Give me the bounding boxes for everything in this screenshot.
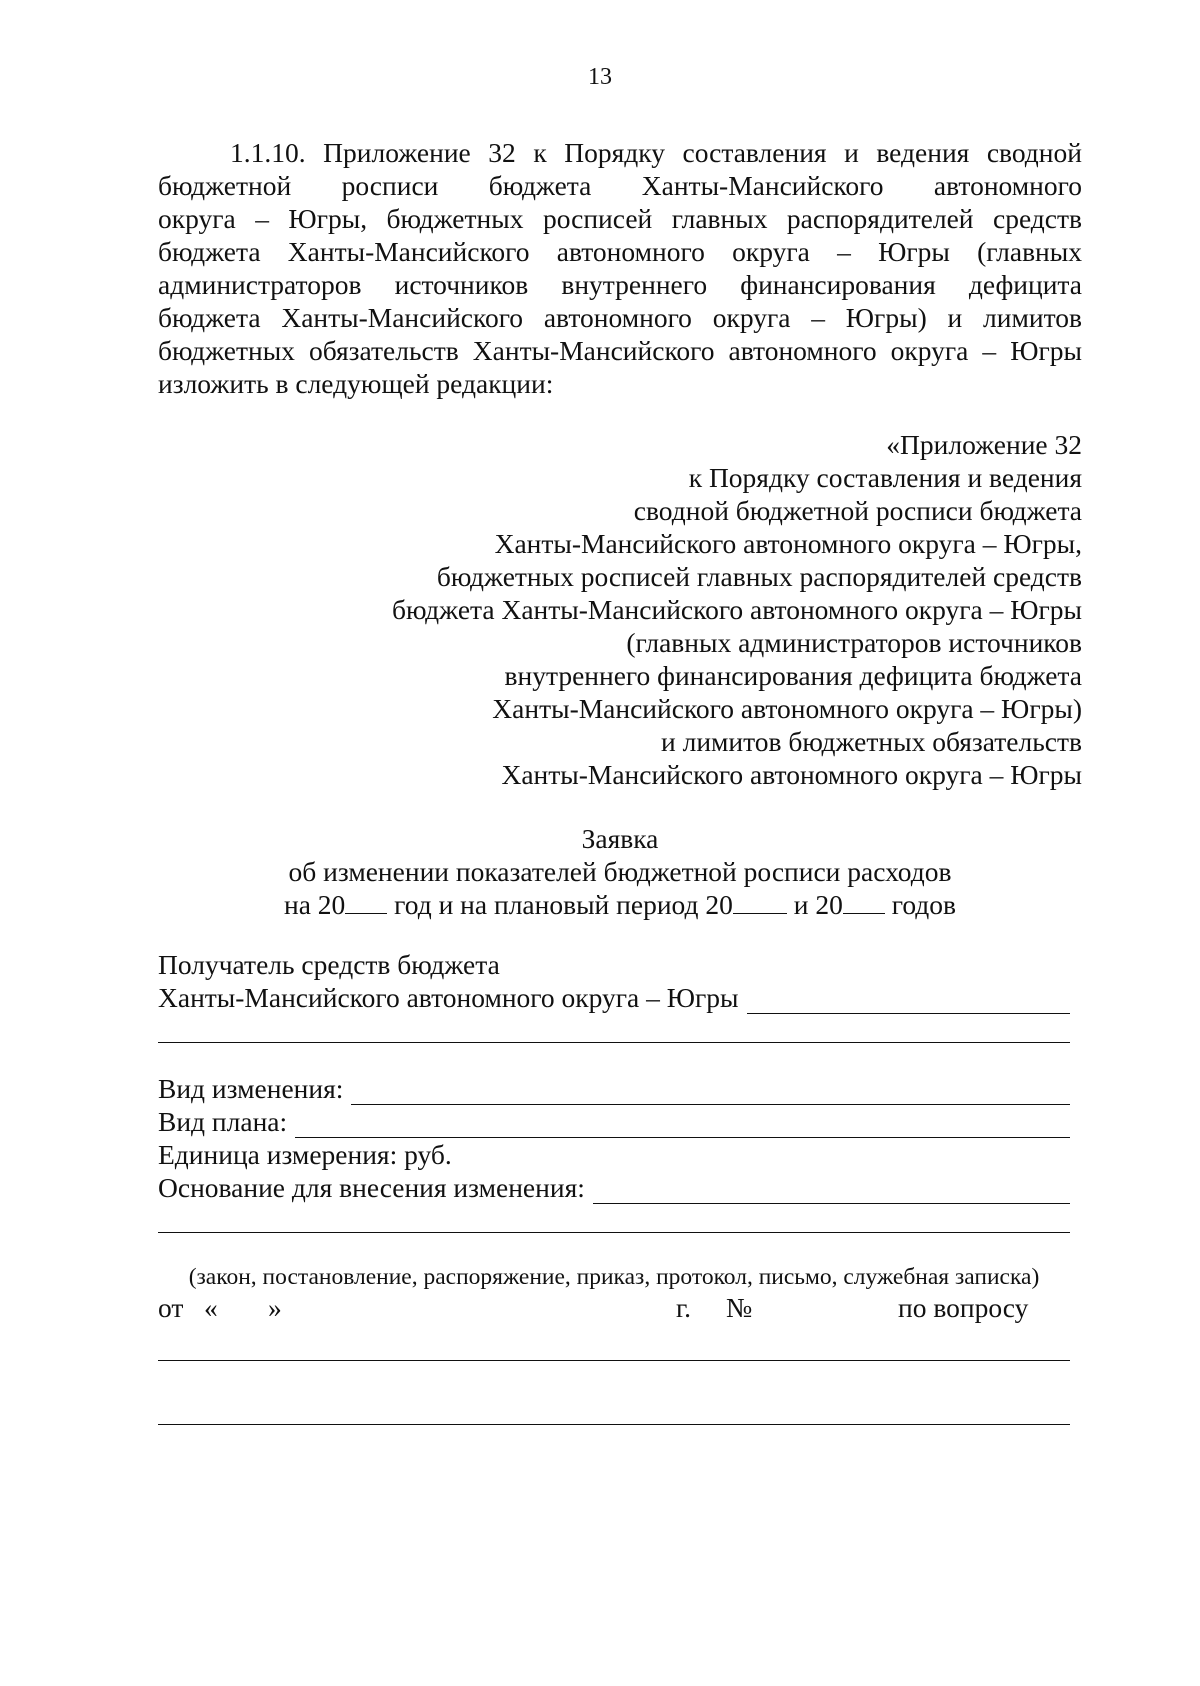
title-heading: Заявка	[581, 823, 659, 854]
date-row	[158, 1292, 1070, 1328]
intro-line: округа – Югры, бюджетных росписей главных распорядителей средств	[158, 203, 1082, 234]
basis-field[interactable]	[593, 1179, 1070, 1204]
question-label: по вопросу	[898, 1292, 1029, 1323]
document-title	[158, 822, 1082, 921]
basis-hint: (закон, постановление, распоряжение, приказ, протокол, письмо, служебная записка)	[188, 1264, 1040, 1290]
page-number: 13	[588, 64, 612, 90]
recipient-extra-row	[158, 1042, 1070, 1072]
period-middle: год и на плановый период 20	[394, 889, 733, 920]
intro-line: 1.1.10. Приложение 32 к Порядку составления и ведения сводной	[230, 137, 1082, 168]
basis-row	[158, 1171, 1070, 1204]
appendix-line: и лимитов бюджетных обязательств	[661, 726, 1082, 757]
plan-type-row	[158, 1105, 1070, 1138]
plan-year-1-blank[interactable]	[733, 889, 787, 914]
question-line-1[interactable]	[158, 1360, 1070, 1361]
appendix-line: внутреннего финансирования дефицита бюджета	[504, 660, 1082, 691]
number-label: №	[726, 1292, 753, 1323]
intro-line: бюджета Ханты-Мансийского автономного округа – Югры (главных	[158, 236, 1082, 267]
appendix-line: Ханты-Мансийского автономного округа – Югры,	[494, 528, 1082, 559]
appendix-line: сводной бюджетной росписи бюджета	[633, 495, 1082, 526]
recipient-extra-line[interactable]	[158, 1042, 1070, 1043]
recipient-field[interactable]	[747, 989, 1070, 1014]
intro-line: бюджетной росписи бюджета Ханты-Мансийского автономного	[158, 170, 1082, 201]
basis-extra-line[interactable]	[158, 1232, 1070, 1233]
basis-label: Основание для внесения изменения:	[158, 1172, 585, 1203]
period-prefix: на 20	[283, 889, 346, 920]
basis-extra-row	[158, 1232, 1070, 1262]
change-type-label: Вид изменения:	[158, 1073, 344, 1104]
request-form	[158, 948, 1070, 1458]
recipient-row-2	[158, 981, 1070, 1014]
question-line-2[interactable]	[158, 1424, 1070, 1425]
intro-paragraph	[158, 136, 1082, 400]
from-label: от	[158, 1292, 184, 1323]
recipient-row-1	[158, 948, 1070, 981]
quote-open: «	[204, 1292, 218, 1323]
title-subtitle: об изменении показателей бюджетной росписи расходов	[288, 856, 952, 887]
year-label: г.	[676, 1292, 692, 1323]
recipient-label-2: Ханты-Мансийского автономного округа – Югры	[158, 982, 739, 1013]
question-line-row-1	[158, 1360, 1070, 1394]
plan-type-label: Вид плана:	[158, 1106, 288, 1137]
unit-label: Единица измерения: руб.	[158, 1139, 452, 1170]
appendix-line: бюджета Ханты-Мансийского автономного округа – Югры	[392, 594, 1082, 625]
appendix-line: (главных администраторов источников	[626, 627, 1082, 658]
appendix-line: к Порядку составления и ведения	[688, 462, 1082, 493]
period-and: и 20	[793, 889, 843, 920]
change-type-field[interactable]	[351, 1080, 1070, 1105]
intro-line: изложить в следующей редакции:	[158, 368, 554, 399]
change-type-row	[158, 1072, 1070, 1105]
appendix-line: Ханты-Мансийского автономного округа – Югры)	[492, 693, 1082, 724]
appendix-line: Ханты-Мансийского автономного округа – Югры	[501, 759, 1082, 790]
intro-line: администраторов источников внутреннего финансирования дефицита	[158, 269, 1082, 300]
appendix-line: бюджетных росписей главных распорядителей средств	[436, 561, 1082, 592]
period-suffix: годов	[891, 889, 956, 920]
unit-row	[158, 1138, 1070, 1171]
plan-type-field[interactable]	[295, 1113, 1070, 1138]
intro-line: бюджетных обязательств Ханты-Мансийского автономного округа – Югры	[158, 335, 1082, 366]
appendix-line: «Приложение 32	[886, 429, 1082, 460]
intro-line: бюджета Ханты-Мансийского автономного округа – Югры) и лимитов	[158, 302, 1082, 333]
title-period	[158, 888, 1082, 921]
question-line-row-2	[158, 1424, 1070, 1458]
quote-close: »	[268, 1292, 282, 1323]
recipient-label-1: Получатель средств бюджета	[158, 949, 500, 980]
appendix-heading	[300, 428, 1082, 791]
plan-year-2-blank[interactable]	[843, 889, 885, 914]
year-blank[interactable]	[345, 889, 387, 914]
